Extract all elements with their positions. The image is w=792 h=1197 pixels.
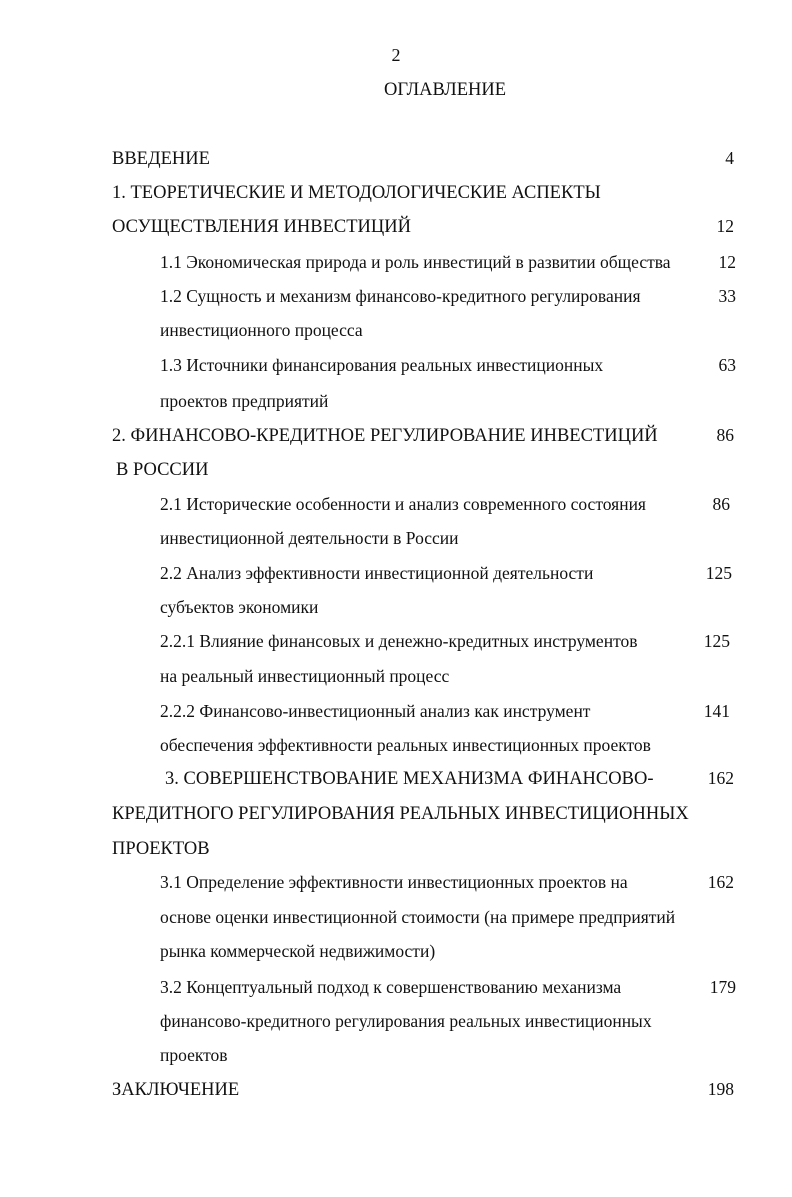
- toc-chapter-1-line-1: 1. ТЕОРЕТИЧЕСКИЕ И МЕТОДОЛОГИЧЕСКИЕ АСПЕКТЫ: [112, 183, 601, 203]
- page-title: ОГЛАВЛЕНИЕ: [383, 80, 507, 100]
- toc-section-1-2-line-2: инвестиционного процесса: [160, 320, 363, 340]
- toc-section-1-3-line-1: 1.3 Источники финансирования реальных инвестиционных: [160, 355, 604, 375]
- toc-chapter-2-line-2: В РОССИИ: [116, 460, 209, 480]
- toc-chapter-2-page: 86: [716, 425, 734, 445]
- page-number: 2: [391, 45, 401, 65]
- toc-section-1-1-page: 12: [718, 252, 736, 272]
- toc-section-2-2-1-line-1: 2.2.1 Влияние финансовых и денежно-кредитных инструментов: [160, 631, 638, 651]
- toc-intro-page: 4: [725, 148, 734, 168]
- toc-section-3-1-line-3: рынка коммерческой недвижимости): [160, 941, 436, 961]
- toc-chapter-3-line-1: 3. СОВЕРШЕНСТВОВАНИЕ МЕХАНИЗМА ФИНАНСОВО-: [165, 769, 654, 789]
- toc-section-3-1-page: 162: [707, 872, 734, 892]
- toc-section-2-2-2-line-1: 2.2.2 Финансово-инвестиционный анализ как инструмент: [160, 701, 591, 721]
- toc-section-3-2-line-2: финансово-кредитного регулирования реальных инвестиционных: [160, 1011, 652, 1031]
- toc-section-3-2-page: 179: [709, 977, 736, 997]
- toc-chapter-3-line-2: КРЕДИТНОГО РЕГУЛИРОВАНИЯ РЕАЛЬНЫХ ИНВЕСТИЦИОННЫХ: [112, 804, 689, 824]
- toc-section-1-2-page: 33: [718, 286, 736, 306]
- toc-conclusion-page: 198: [707, 1079, 734, 1099]
- toc-conclusion-title: ЗАКЛЮЧЕНИЕ: [112, 1080, 240, 1100]
- toc-section-1-3-page: 63: [718, 355, 736, 375]
- toc-section-2-1-line-1: 2.1 Исторические особенности и анализ современного состояния: [160, 494, 646, 514]
- toc-chapter-3-page: 162: [707, 768, 734, 788]
- toc-section-2-2-1-page: 125: [703, 631, 730, 651]
- toc-section-1-1-line-1: 1.1 Экономическая природа и роль инвестиций в развитии общества: [160, 252, 671, 272]
- toc-section-2-2-page: 125: [705, 563, 732, 583]
- toc-section-1-2-line-1: 1.2 Сущность и механизм финансово-кредитного регулирования: [160, 286, 641, 306]
- toc-section-3-1-line-2: основе оценки инвестиционной стоимости (на примере предприятий: [160, 907, 676, 927]
- toc-section-2-1-line-2: инвестиционной деятельности в России: [160, 528, 459, 548]
- toc-chapter-3-line-3: ПРОЕКТОВ: [112, 839, 210, 859]
- toc-section-2-2-2-page: 141: [703, 701, 730, 721]
- toc-section-1-3-line-2: проектов предприятий: [160, 391, 329, 411]
- toc-section-3-2-line-3: проектов: [160, 1045, 228, 1065]
- toc-section-3-2-line-1: 3.2 Концептуальный подход к совершенствованию механизма: [160, 977, 622, 997]
- toc-section-2-2-2-line-2: обеспечения эффективности реальных инвестиционных проектов: [160, 735, 651, 755]
- toc-section-2-2-line-2: субъектов экономики: [160, 597, 319, 617]
- toc-chapter-1-page: 12: [716, 216, 734, 236]
- toc-chapter-2-line-1: 2. ФИНАНСОВО-КРЕДИТНОЕ РЕГУЛИРОВАНИЕ ИНВЕСТИЦИЙ: [112, 426, 658, 446]
- toc-section-2-1-page: 86: [712, 494, 730, 514]
- toc-section-2-2-line-1: 2.2 Анализ эффективности инвестиционной деятельности: [160, 563, 594, 583]
- toc-section-3-1-line-1: 3.1 Определение эффективности инвестиционных проектов на: [160, 872, 628, 892]
- toc-chapter-1-line-2: ОСУЩЕСТВЛЕНИЯ ИНВЕСТИЦИЙ: [112, 217, 411, 237]
- toc-intro-title: ВВЕДЕНИЕ: [112, 149, 210, 169]
- toc-section-2-2-1-line-2: на реальный инвестиционный процесс: [160, 666, 450, 686]
